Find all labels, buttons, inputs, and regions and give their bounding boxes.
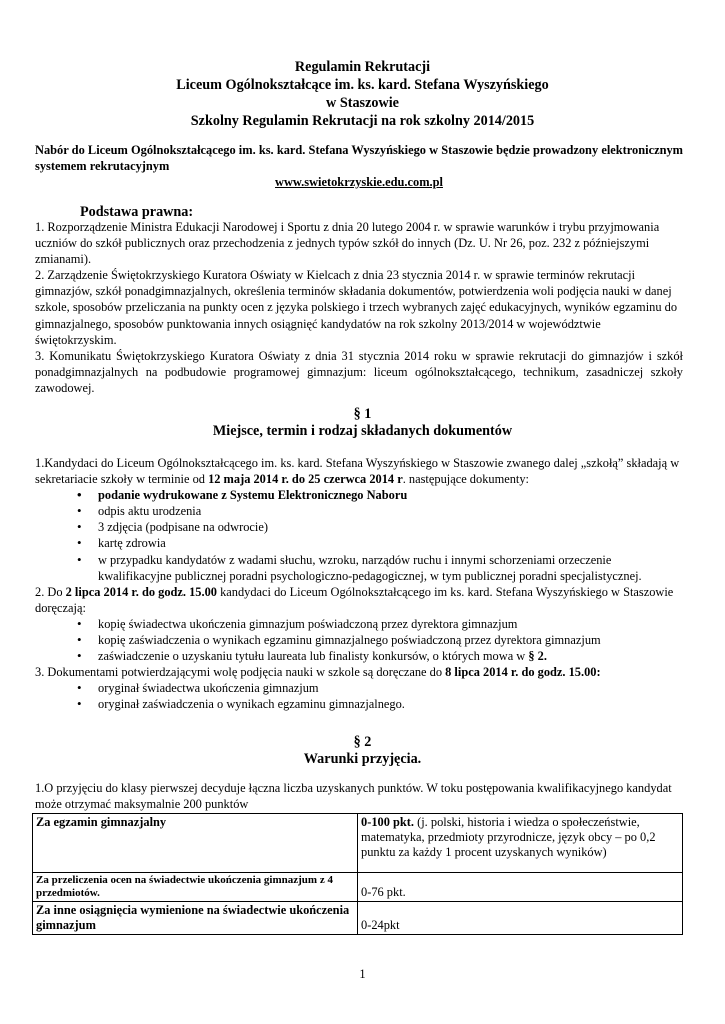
section-reference: § 2.	[528, 649, 547, 664]
table-cell-label: Za inne osiągnięcia wymienione na świadectwie ukończenia gimnazjum	[33, 902, 358, 935]
title-line-4: Szkolny Regulamin Rekrutacji na rok szkolny 2014/2015	[190, 113, 535, 129]
list-item: • odpis aktu urodzenia	[35, 503, 683, 519]
table-row	[33, 814, 683, 873]
list-item: • w przypadku kandydatów z wadami słuchu, wzroku, narządów ruchu i innymi schorzeniami orzeczenie kwalifikacyjne publicznej poradni psychologiczno-pedagogicznej, w tym publicznej poradni specjalistycznej.	[35, 552, 683, 584]
table-row	[33, 902, 683, 935]
list-item-text: zaświadczenie o uzyskaniu tytułu laureata lub finalisty konkursów, o których mowa w	[98, 649, 529, 664]
page-number: 1	[359, 967, 366, 981]
section-1-p3-date: 8 lipca 2014 r. do godz. 15.00:	[445, 665, 601, 680]
intro-text: Nabór do Liceum Ogólnokształcącego im. ks. kard. Stefana Wyszyńskiego w Staszowie będzie prowadzony elektronicznym systemem rekrutacyjnym	[35, 143, 683, 173]
section-1-title: Miejsce, termin i rodzaj składanych dokumentów	[212, 423, 513, 439]
points-range: 0-100 pkt.	[361, 815, 415, 829]
section-1-p1-date: 12 maja 2014 r. do 25 czerwca 2014 r	[208, 472, 403, 487]
section-1-number: § 1	[353, 406, 372, 422]
section-1-paragraph-2	[35, 584, 683, 616]
table-cell-value	[358, 814, 683, 873]
list-item	[35, 648, 683, 664]
section-1-p2-text: 2. Do	[35, 584, 66, 599]
section-1-paragraph-3	[35, 664, 683, 680]
list-item: • kopię zaświadczenia o wynikach egzaminu gimnazjalnego poświadczoną przez dyrektora gimnazjum	[35, 632, 683, 648]
legal-basis-list	[35, 219, 683, 396]
recruitment-url-link[interactable]: www.swietokrzyskie.edu.com.pl	[275, 175, 443, 189]
section-2-heading	[0, 734, 725, 768]
required-documents-list	[35, 487, 683, 584]
legal-basis-item-1: 1. Rozporządzenie Ministra Edukacji Narodowej i Sportu z dnia 20 lutego 2004 r. w sprawie warunków i trybu przyjmowania uczniów do szkół publicznych oraz przechodzenia z jednych typów szkół do innych (Dz. U. Nr 26, poz. 232 z późniejszymi zmianami).	[35, 220, 660, 267]
list-item: • kopię świadectwa ukończenia gimnazjum poświadczoną przez dyrektora gimnazjum	[35, 616, 683, 632]
section-1-p3-text: 3. Dokumentami potwierdzającymi wolę podjęcia nauki w szkole są doręczane do	[35, 665, 446, 680]
list-item: • 3 zdjęcia (podpisane na odwrocie)	[35, 519, 683, 535]
list-item: • oryginał zaświadczenia o wynikach egzaminu gimnazjalnego.	[35, 696, 683, 712]
list-item: • oryginał świadectwa ukończenia gimnazjum	[35, 680, 683, 696]
section-1-heading	[0, 406, 725, 440]
legal-basis-item-2: 2. Zarządzenie Świętokrzyskiego Kuratora Oświaty w Kielcach z dnia 23 stycznia 2014 r. w sprawie terminów rekrutacji gimnazjów, szkół ponadgimnazjalnych, określenia terminów składania dokumentów, potwierdzenia woli podjęcia nauki w danej szkole, sposobów przeliczania na punkty ocen z języka polskiego i trzech wybranych zajęć edukacyjnych, wyników egzaminu do gimnazjalnego, sposobów punktowania innych osiągnięć kandydatów na rok szkolny 2013/2014 w województwie świętokrzyskim.	[35, 268, 678, 347]
section-2-body	[35, 780, 683, 812]
title-line-3: w Staszowie	[326, 95, 399, 111]
title-line-2: Liceum Ogólnokształcące im. ks. kard. Stefana Wyszyńskiego	[176, 77, 549, 93]
section-1-p1-text: 1.Kandydaci do Liceum Ogólnokształcącego im. ks. kard. Stefana Wyszyńskiego w Staszowie zwanego dalej „szkołą” składają w sekretariacie szkoły w terminie od	[35, 456, 680, 487]
section-1-paragraph-1	[35, 455, 683, 487]
table-cell-label: Za egzamin gimnazjalny	[33, 814, 358, 873]
section-1-p2-tail: kandydaci do Liceum Ogólnokształcącego im ks. kard. Stefana Wyszyńskiego w Staszowie doręczają:	[35, 584, 674, 615]
table-cell-value: 0-76 pkt.	[358, 873, 683, 902]
list-item: • kartę zdrowia	[35, 535, 683, 551]
title-line-1: Regulamin Rekrutacji	[294, 59, 431, 75]
certified-copies-list	[35, 616, 683, 664]
points-table	[32, 813, 683, 935]
originals-list	[35, 680, 683, 712]
section-2-title: Warunki przyjęcia.	[303, 751, 422, 767]
legal-basis-item-3: 3. Komunikatu Świętokrzyskiego Kuratora Oświaty z dnia 31 stycznia 2014 roku w sprawie rekrutacji do gimnazjów i szkół ponadgimnazjalnych na podbudowie programowej gimnazjum: liceum ogólnokształcącego, technikum, zasadniczej szkoły zawodowej.	[35, 348, 683, 395]
list-item: • podanie wydrukowane z Systemu Elektronicznego Naboru	[35, 487, 683, 503]
section-1-p1-tail: . następujące dokumenty:	[402, 472, 529, 487]
points-description: (j. polski, historia i wiedza o społeczeństwie, matematyka, przedmioty przyrodnicze, język obcy – po 0,2 punktu za każdy 1 procent uzyskanych wyników)	[361, 815, 656, 859]
intro-paragraph	[35, 142, 683, 190]
legal-basis-heading: Podstawa prawna:	[80, 204, 194, 220]
table-cell-value: 0-24pkt	[358, 902, 683, 935]
table-cell-label: Za przeliczenia ocen na świadectwie ukończenia gimnazjum z 4 przedmiotów.	[33, 873, 358, 902]
table-row	[33, 873, 683, 902]
section-1-p2-date: 2 lipca 2014 r. do godz. 15.00	[65, 584, 217, 599]
document-title	[0, 58, 725, 130]
section-2-number: § 2	[353, 734, 372, 750]
section-2-paragraph-1: 1.O przyjęciu do klasy pierwszej decyduje łączna liczba uzyskanych punktów. W toku postępowania kwalifikacyjnego kandydat może otrzymać maksymalnie 200 punktów	[35, 781, 672, 812]
section-1-body	[35, 455, 683, 713]
